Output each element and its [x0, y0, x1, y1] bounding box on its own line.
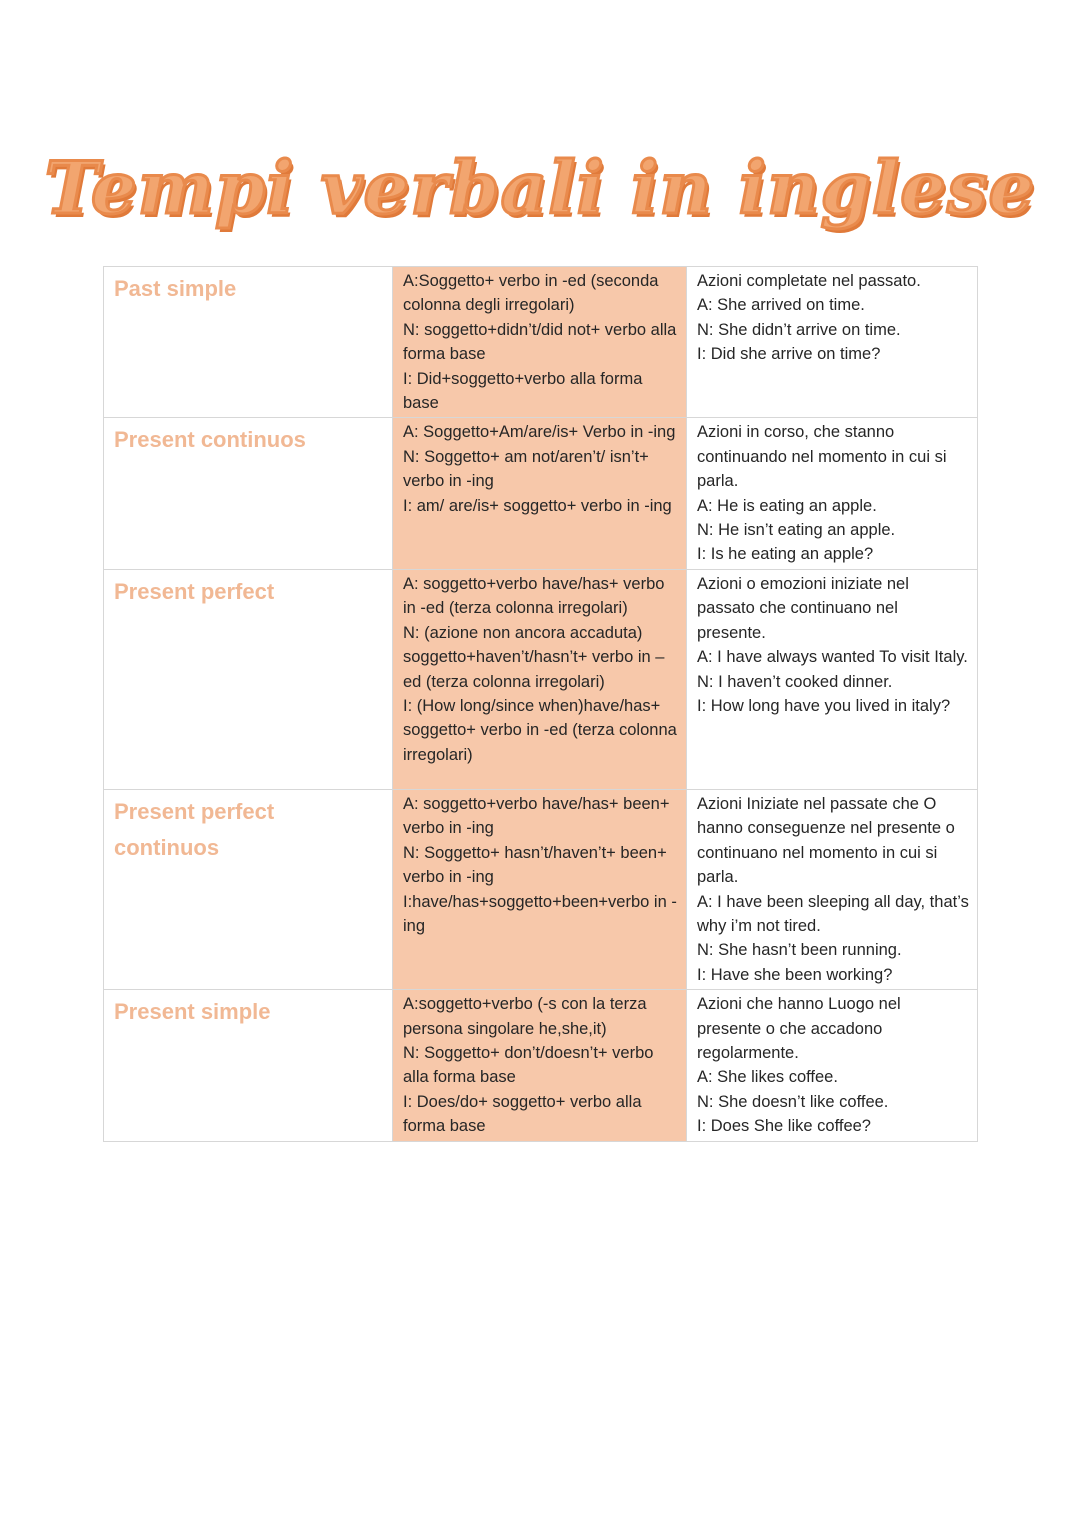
- example-interrogative: I: How long have you lived in italy?: [697, 696, 951, 715]
- tense-name-cell: [104, 789, 393, 989]
- form-cell: [393, 418, 687, 569]
- table-row: [104, 990, 978, 1141]
- example-affirmative: A: She arrived on time.: [697, 296, 865, 315]
- tense-name: Present perfect: [114, 578, 275, 604]
- form-affirmative: A:soggetto+verbo (-s con la terza persona singolare he,she,it): [403, 995, 647, 1038]
- usage-cell: [687, 990, 978, 1141]
- example-affirmative: A: He is eating an apple.: [697, 496, 877, 515]
- usage-description: Azioni o emozioni iniziate nel passato che continuano nel presente.: [697, 574, 909, 642]
- example-negative: N: She doesn’t like coffee.: [697, 1092, 889, 1111]
- form-cell: [393, 569, 687, 789]
- usage-description: Azioni in corso, che stanno continuando nel momento in cui si parla.: [697, 423, 947, 491]
- usage-description: Azioni che hanno Luogo nel presente o che accadono regolarmente.: [697, 995, 901, 1062]
- tense-name: Past simple: [114, 276, 237, 301]
- usage-description: Azioni completate nel passato.: [697, 272, 921, 290]
- example-affirmative: A: I have always wanted To visit Italy.: [697, 648, 968, 667]
- page-title: Tempi verbali in inglese: [44, 145, 1036, 230]
- tense-name-cell: [104, 569, 393, 789]
- form-interrogative: I: Does/do+ soggetto+ verbo alla forma base: [403, 1092, 642, 1136]
- tense-name: Present perfect continuos: [114, 798, 275, 860]
- tense-name-cell: [104, 990, 393, 1141]
- form-affirmative: A: soggetto+verbo have/has+ verbo in -ed (terza colonna irregolari): [403, 574, 665, 618]
- form-cell: [393, 789, 687, 989]
- tense-name: Present simple: [114, 999, 271, 1025]
- form-affirmative: A: soggetto+verbo have/has+ been+ verbo in -ing: [403, 794, 670, 838]
- tenses-table: [103, 266, 978, 1142]
- form-interrogative: I: (How long/since when)have/has+ soggetto+ verbo in -ed (terza colonna irregolari): [403, 696, 677, 764]
- tense-name: Present continuos: [114, 427, 306, 453]
- example-interrogative: I: Is he eating an apple?: [697, 545, 874, 564]
- form-negative: N: Soggetto+ am not/aren’t/ isn’t+ verbo in -ing: [403, 447, 649, 491]
- example-affirmative: A: I have been sleeping all day, that’s why i’m not tired.: [697, 892, 969, 935]
- example-negative: N: I haven’t cooked dinner.: [697, 672, 893, 691]
- tense-name-cell: [104, 418, 393, 569]
- example-interrogative: I: Does She like coffee?: [697, 1117, 871, 1136]
- form-interrogative: I:have/has+soggetto+been+verbo in -ing: [403, 892, 677, 935]
- tense-name-cell: [104, 267, 393, 418]
- table-row: [104, 569, 978, 789]
- form-negative: N: Soggetto+ don’t/doesn’t+ verbo alla forma base: [403, 1043, 654, 1087]
- form-negative: N: soggetto+didn’t/did not+ verbo alla forma base: [403, 320, 677, 364]
- usage-cell: [687, 267, 978, 418]
- form-cell: [393, 990, 687, 1141]
- example-negative: N: She hasn’t been running.: [697, 941, 902, 960]
- table-row: [104, 789, 978, 989]
- usage-cell: [687, 789, 978, 989]
- example-negative: N: He isn’t eating an apple.: [697, 521, 896, 540]
- form-cell: [393, 267, 687, 418]
- example-interrogative: I: Did she arrive on time?: [697, 345, 881, 364]
- table-row: [104, 418, 978, 569]
- form-interrogative: I: am/ are/is+ soggetto+ verbo in -ing: [403, 496, 672, 515]
- example-interrogative: I: Have she been working?: [697, 965, 893, 984]
- usage-cell: [687, 569, 978, 789]
- usage-description: Azioni Iniziate nel passate che O hanno conseguenze nel presente o continuano nel momento in cui si parla.: [697, 794, 955, 887]
- usage-cell: [687, 418, 978, 569]
- table-row: [104, 267, 978, 418]
- form-interrogative: I: Did+soggetto+verbo alla forma base: [403, 369, 643, 413]
- example-affirmative: A: She likes coffee.: [697, 1068, 838, 1087]
- form-negative: N: (azione non ancora accaduta) soggetto+haven’t/hasn’t+ verbo in –ed (terza colonna irregolari): [403, 623, 665, 691]
- example-negative: N: She didn’t arrive on time.: [697, 320, 901, 339]
- form-affirmative: A: Soggetto+Am/are/is+ Verbo in -ing: [403, 423, 676, 442]
- form-affirmative: A:Soggetto+ verbo in -ed (seconda colonna degli irregolari): [403, 272, 659, 315]
- form-negative: N: Soggetto+ hasn’t/haven’t+ been+ verbo in -ing: [403, 843, 667, 887]
